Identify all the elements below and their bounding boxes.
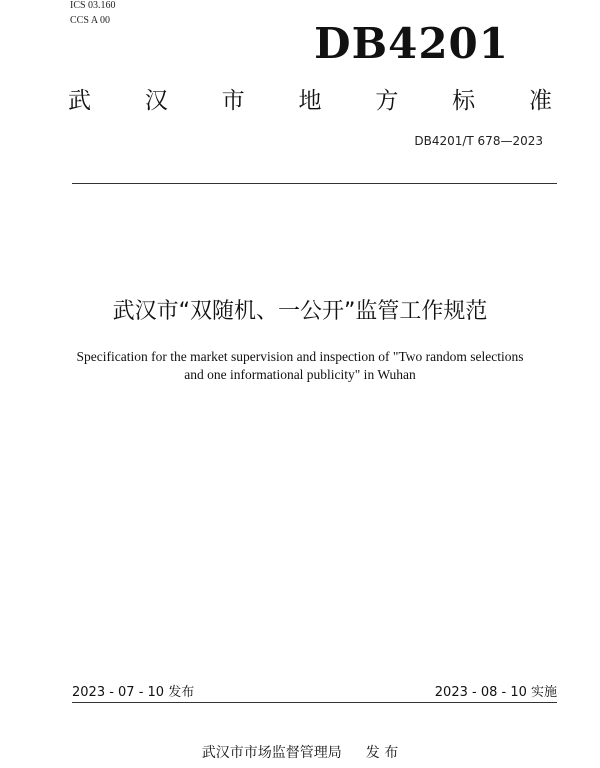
- top-divider: [72, 183, 557, 184]
- document-title-chinese: 武汉市“双随机、一公开”监管工作规范: [112, 299, 488, 324]
- ccs-code: CCS A 00: [70, 15, 111, 26]
- issue-date: 2023 - 07 - 10 发布: [72, 685, 195, 700]
- ics-code: ICS 03.160: [70, 0, 116, 11]
- authority-char: 汉: [144, 88, 168, 114]
- authority-char: 标: [452, 88, 476, 114]
- authority-char: 方: [375, 88, 399, 114]
- issuing-authority-heading: [68, 86, 552, 116]
- title-english-line: Specification for the market supervision and inspection of "Two random selections: [76, 349, 524, 364]
- issuer-line: [0, 744, 600, 762]
- standard-number: DB4201/T 678—2023: [414, 134, 543, 148]
- issuer-name: 武汉市市场监督管理局: [201, 745, 342, 761]
- implementation-date: 2023 - 08 - 10 实施: [434, 685, 557, 700]
- document-title-english: [60, 348, 540, 384]
- authority-char: 武: [68, 88, 91, 114]
- authority-char: 地: [298, 88, 322, 114]
- authority-char: 市: [221, 88, 245, 114]
- issuer-action: 发 布: [365, 745, 399, 761]
- bottom-divider: [72, 702, 557, 703]
- title-english-line: and one informational publicity" in Wuhan: [184, 367, 416, 382]
- standard-logo: DB4201: [314, 19, 509, 68]
- authority-char: 准: [528, 88, 552, 114]
